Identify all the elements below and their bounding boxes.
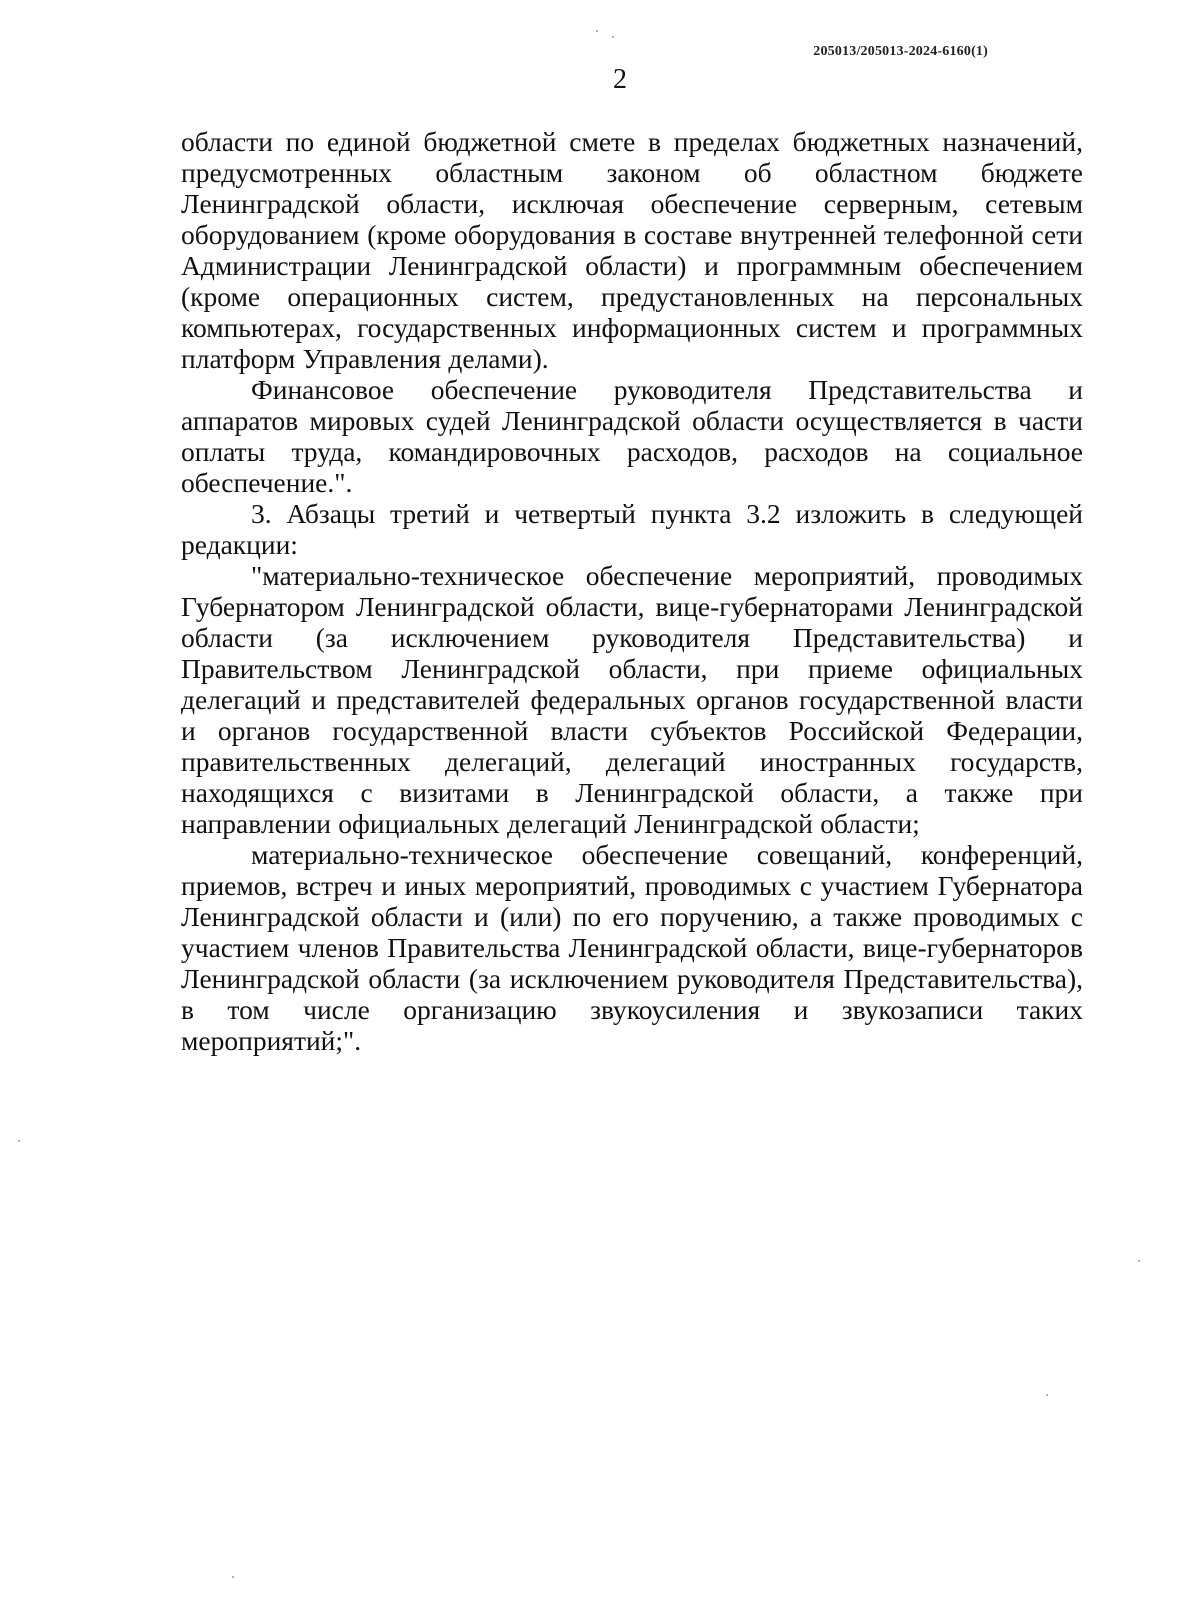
scan-speck <box>1046 1394 1048 1396</box>
paragraph-continuation: области по единой бюджетной смете в пределах бюджетных назначений, предусмотренных областным законом об областном бюджете Ленинградской области, исключая обеспечение серверным, сетевым оборудованием (кроме оборудования в составе внутренней телефонной сети Администрации Ленинградской области) и программным обеспечением (кроме операционных систем, предустановленных на персональных компьютерах, государственных информационных систем и программных платформ Управления делами). <box>181 126 1083 374</box>
scan-speck <box>18 1140 20 1142</box>
document-id: 205013/205013-2024-6160(1) <box>813 44 988 59</box>
scan-speck <box>596 30 598 32</box>
scan-speck <box>1138 1260 1140 1262</box>
document-body <box>181 126 1083 1056</box>
scan-speck <box>232 1576 234 1578</box>
scan-speck <box>612 36 614 38</box>
paragraph-quoted-second: материально-техническое обеспечение совещаний, конференций, приемов, встреч и иных мероприятий, проводимых с участием Губернатора Ленинградской области и (или) по его поручению, а также проводимых с участием членов Правительства Ленинградской области, вице-губернаторов Ленинградской области (за исключением руководителя Представительства), в том числе организацию звукоусиления и звукозаписи таких мероприятий;". <box>181 839 1083 1056</box>
paragraph-financing: Финансовое обеспечение руководителя Представительства и аппаратов мировых судей Ленинградской области осуществляется в части оплаты труда, командировочных расходов, расходов на социальное обеспечение.". <box>181 374 1083 498</box>
paragraph-quoted-first: "материально-техническое обеспечение мероприятий, проводимых Губернатором Ленинградской области, вице-губернаторами Ленинградской области (за исключением руководителя Представительства) и Правительством Ленинградской области, при приеме официальных делегаций и представителей федеральных органов государственной власти и органов государственной власти субъектов Российской Федерации, правительственных делегаций, делегаций иностранных государств, находящихся с визитами в Ленинградской области, а также при направлении официальных делегаций Ленинградской области; <box>181 560 1083 839</box>
paragraph-amendment-3: 3. Абзацы третий и четвертый пункта 3.2 изложить в следующей редакции: <box>181 498 1083 560</box>
page-number: 2 <box>613 64 627 95</box>
